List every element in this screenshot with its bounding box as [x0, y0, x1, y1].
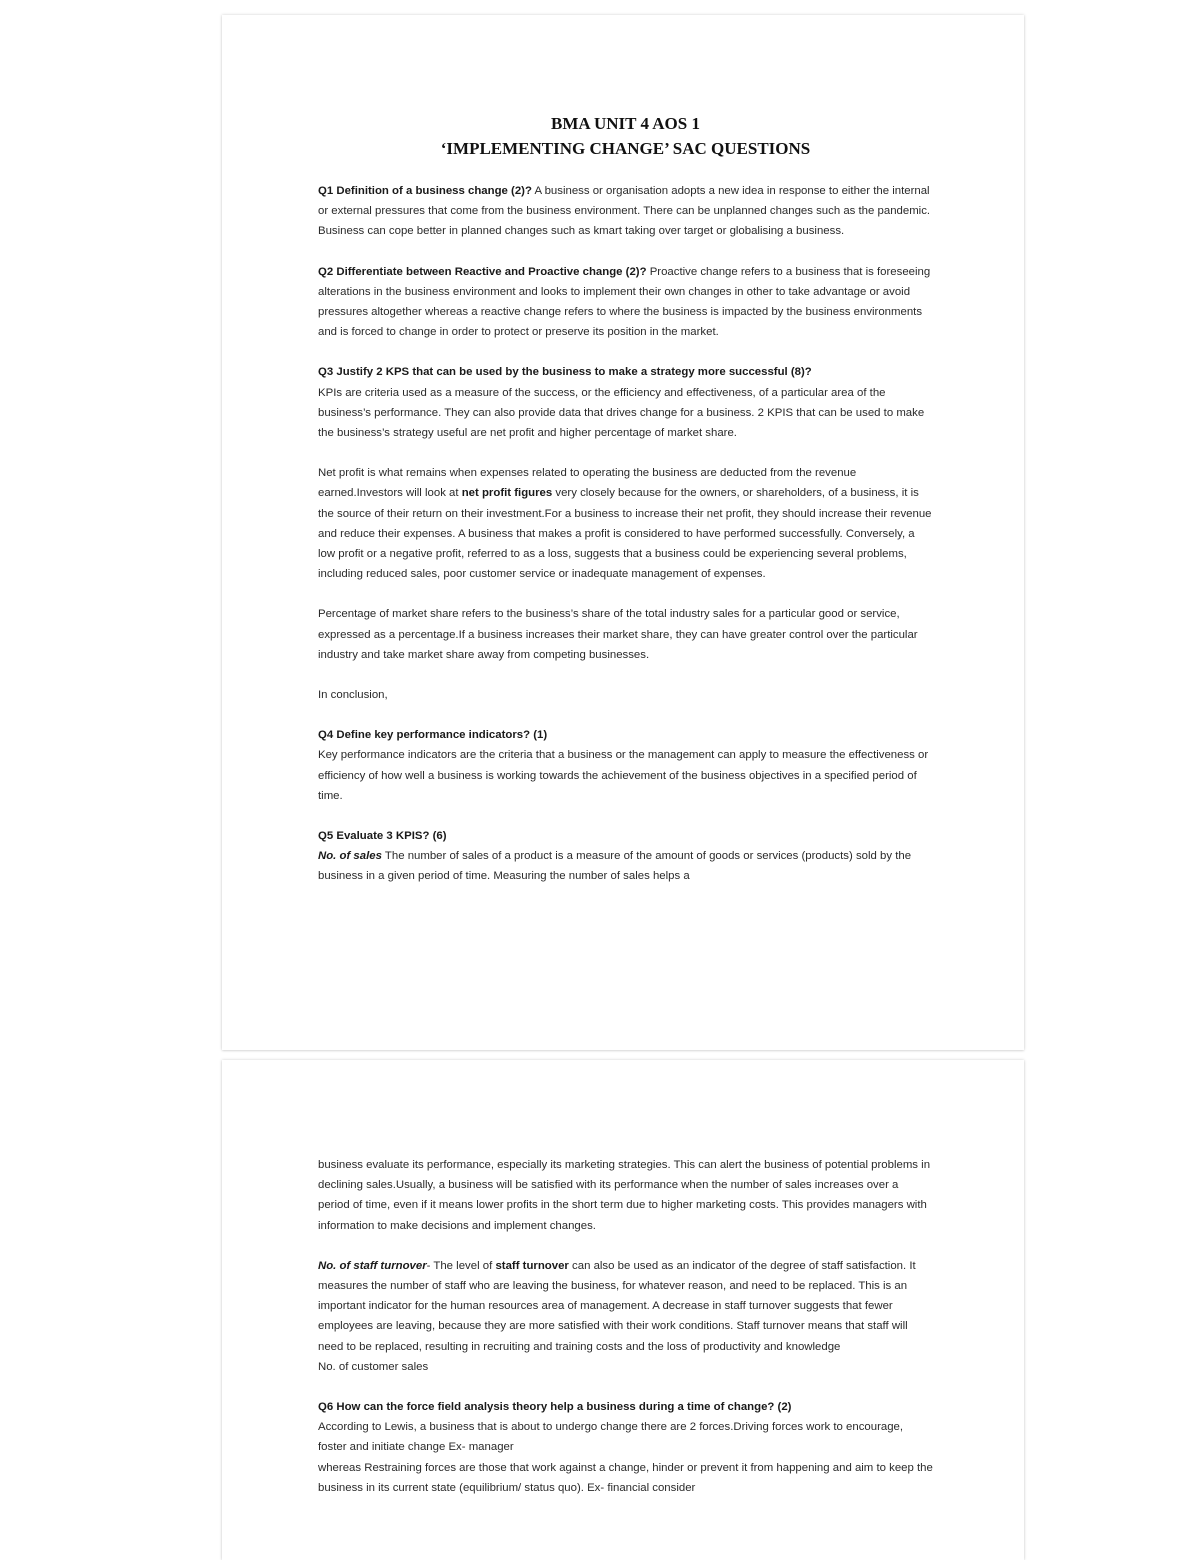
q1-paragraph	[318, 181, 933, 242]
q4-paragraph	[318, 725, 933, 806]
page-2-content	[318, 1155, 933, 1498]
q4-answer: Key performance indicators are the criteria that a business or the management can apply to measure the effectiveness or efficiency of how well a business is working towards the achievement of the business objectives in a specified period of time.	[318, 749, 929, 802]
q6-answer-2: whereas Restraining forces are those that work against a change, hinder or prevent it from happening and aim to keep the business in its current state (equilibrium/ status quo). Ex- financial consider	[318, 1461, 933, 1494]
q5-turnover-text-b: can also be used as an indicator of the degree of staff satisfaction. It measures the number of staff who are leaving the business, for whatever reason, and need to be replaced. This is an important indicator for the human resources area of management. A decrease in staff turnover suggests that fewer employees are leaving, because they are more satisfied with their work conditions. Staff turnover means that staff will need to be replaced, resulting in recruiting and training costs and the loss of productivity and knowledge	[318, 1259, 916, 1353]
q2-answer: Proactive change refers to a business that is foreseeing alterations in the business environment and looks to implement their own changes in other to take advantage or avoid pressures altogether whereas a reactive change refers to where the business is impacted by the business environments and is forced to change in order to protect or preserve its position in the market.	[318, 265, 931, 339]
document-title	[318, 111, 933, 161]
q5-sales-text-p1: The number of sales of a product is a measure of the amount of goods or services (products) sold by the business in a given period of time. Measuring the number of sales helps a	[318, 850, 912, 883]
q2-paragraph	[318, 262, 933, 343]
q6-question: Q6 How can the force field analysis theory help a business during a time of change? (2)	[318, 1401, 792, 1414]
q3-market-share-paragraph: Percentage of market share refers to the business’s share of the total industry sales for a particular good or service, expressed as a percentage.If a business increases their market share, they can have greater control over the particular industry and take market share away from competing businesses.	[318, 608, 918, 661]
q3-conclusion: In conclusion,	[318, 689, 388, 702]
net-profit-text-b: very closely because for the owners, or shareholders, of a business, it is the source of their return on their investment.For a business to increase their net profit, they should increase their revenue and reduce their expenses. A business that makes a profit is considered to have performed successfully. Conversely, a low profit or a negative profit, referred to as a loss, suggests that a business could be experiencing several problems, including reduced sales, poor customer service or inadequate management of expenses.	[318, 487, 932, 581]
q5-question: Q5 Evaluate 3 KPIS? (6)	[318, 830, 447, 843]
q3-question: Q3 Justify 2 KPS that can be used by the business to make a strategy more successful (8)?	[318, 366, 812, 379]
q1-question: Q1 Definition of a business change (2)?	[318, 185, 532, 197]
document-page-2	[222, 1060, 1024, 1560]
title-line-1: BMA UNIT 4 AOS 1	[551, 114, 700, 133]
q5-turnover-label: No. of staff turnover	[318, 1259, 427, 1272]
q5-turnover-text-a: - The level of	[426, 1259, 496, 1272]
q1-answer: A business or organisation adopts a new idea in response to either the internal or external pressures that come from the business environment. There can be unplanned changes such as the pandemic. Business can cope better in planned changes such as kmart taking over target or globalising a business.	[318, 185, 931, 238]
q2-question: Q2 Differentiate between Reactive and Proactive change (2)?	[318, 265, 647, 278]
q3-answer: KPIs are criteria used as a measure of the success, or the efficiency and effectiveness, of a particular area of the business’s performance. They can also provide data that drives change for a business. 2 KPIS that can be used to make the business’s strategy useful are net profit and higher percentage of market share.	[318, 386, 925, 440]
q5-sales-continued: business evaluate its performance, especially its marketing strategies. This can alert the business of potential problems in declining sales.Usually, a business will be satisfied with its performance when the number of sales increases over a period of time, even if it means lower profits in the short term due to higher marketing costs. This provides managers with information to make decisions and implement changes.	[318, 1159, 931, 1232]
q5-staff-turnover-paragraph	[318, 1256, 933, 1377]
q6-paragraph	[318, 1397, 933, 1498]
q5-turnover-bold: staff turnover	[495, 1259, 569, 1272]
q4-question: Q4 Define key performance indicators? (1)	[318, 729, 548, 742]
q3-paragraph	[318, 362, 933, 443]
document-page-1	[222, 15, 1024, 1050]
q6-answer-1: According to Lewis, a business that is about to undergo change there are 2 forces.Driving forces work to encourage, foster and initiate change Ex- manager	[318, 1421, 904, 1454]
q5-customer-sales: No. of customer sales	[318, 1360, 429, 1373]
net-profit-bold: net profit figures	[461, 487, 553, 500]
net-profit-text-a: Net profit is what remains when expenses related to operating the business are deducted from the revenue earned.Investors will look at	[318, 467, 857, 500]
page-1-content	[318, 111, 933, 887]
q5-sales-label: No. of sales	[318, 850, 382, 863]
title-line-2: ‘IMPLEMENTING CHANGE’ SAC QUESTIONS	[440, 139, 811, 158]
q3-net-profit-paragraph	[318, 463, 933, 584]
q5-paragraph	[318, 826, 933, 887]
